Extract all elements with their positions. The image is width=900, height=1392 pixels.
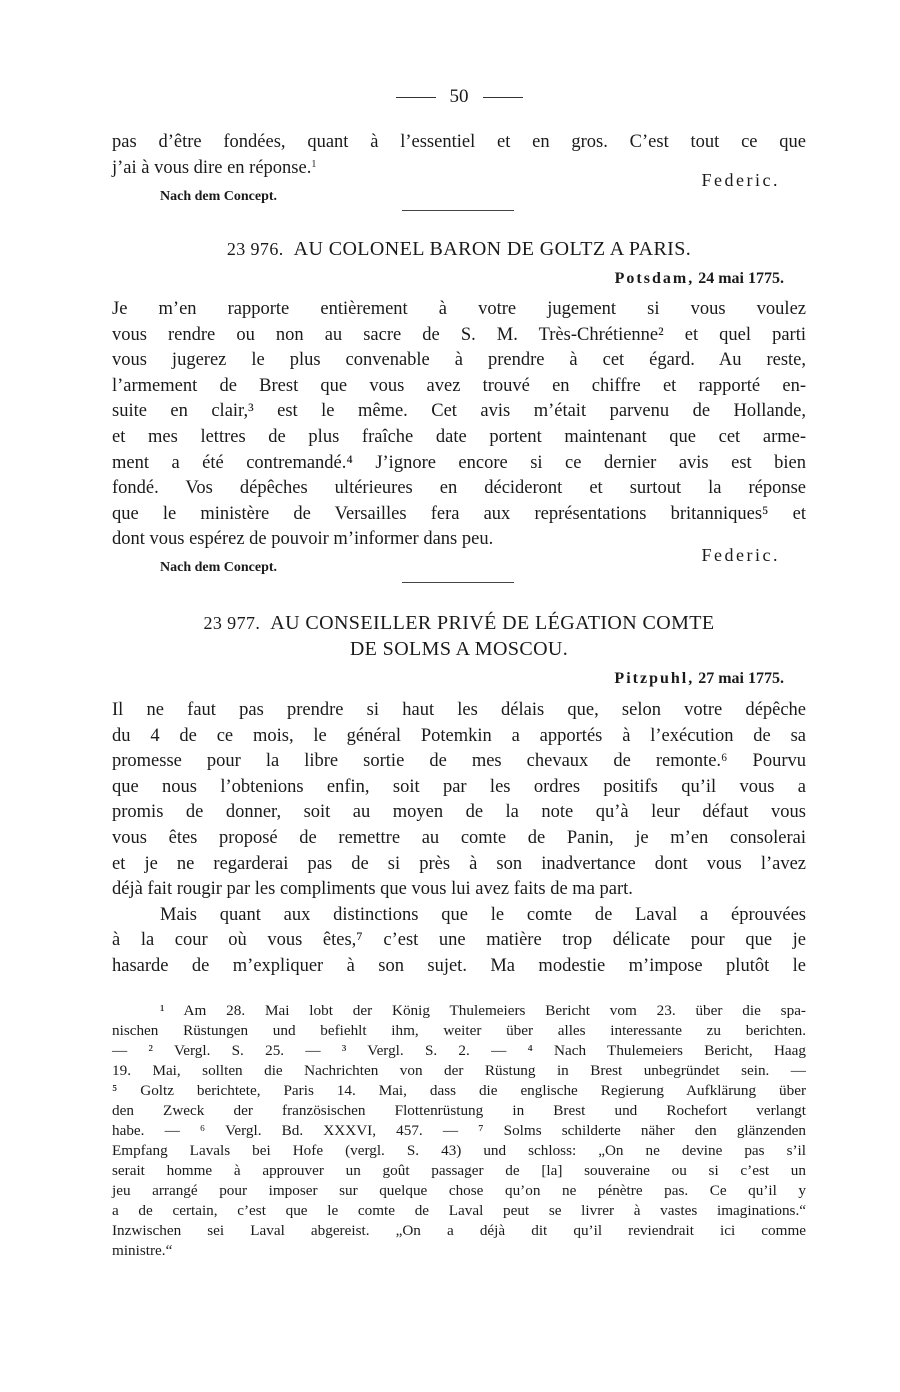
body-line: hasarde de m’expliquer à son sujet. Ma modestie m’impose plutôt le	[112, 955, 806, 976]
body-line: dont vous espérez de pouvoir m’informer dans peu.	[112, 529, 494, 550]
body-line: Il ne faut pas prendre si haut les délais que, selon votre dépêche	[112, 700, 806, 720]
body-line: fondé. Vos dépêches ultérieures en décideront et surtout la réponse	[112, 478, 806, 499]
footnote-line: 19. Mai, sollten die Nachrichten von der Rüstung in Brest unbegründet sein. —	[112, 1062, 806, 1079]
body-line: et je ne regarderai pas de si près à son inadvertance dont vous l’avez	[112, 853, 806, 874]
footnote-line: Inzwischen sei Laval abgereist. „On a déjà dit qu’il reviendrait ici comme	[112, 1222, 806, 1239]
page-number	[112, 86, 806, 108]
page-number-value: 50	[449, 86, 469, 107]
body-line: promesse pour la libre sortie de mes chevaux de remonte.⁶ Pourvu	[112, 751, 806, 772]
footnote-line: serait homme à approuver un goût passager de [la] souveraine ou si c’est un	[112, 1162, 806, 1179]
body-line: que le ministère de Versailles fera aux représentations britanniques⁵ et	[112, 503, 806, 524]
footnote-line: ¹ Am 28. Mai lobt der König Thulemeiers Bericht vom 23. über die spa-	[160, 1002, 806, 1019]
section-divider	[402, 582, 514, 583]
body-line: vous jugerez le plus convenable à prendre à cet égard. Au reste,	[112, 350, 806, 371]
footnote-line: nischen Rüstungen und befiehlt ihm, weiter über alles interessante zu berichten.	[112, 1022, 806, 1039]
body-line: vous rendre ou non au sacre de S. M. Très-Chrétienne² et quel parti	[112, 324, 806, 345]
letter-title: AU CONSEILLER PRIVÉ DE LÉGATION COMTE	[270, 612, 715, 634]
letter-heading	[112, 612, 806, 635]
place-date: Potsdam, 24 mai 1775.	[614, 270, 784, 287]
footnote-line: — ² Vergl. S. 25. — ³ Vergl. S. 2. — ⁴ Nach Thulemeiers Bericht, Haag	[112, 1042, 806, 1059]
body-line: promis de donner, soit au moyen de la note qu’à leur défaut vous	[112, 802, 806, 823]
letter-title: AU COLONEL BARON DE GOLTZ A PARIS.	[293, 238, 692, 260]
place-date: Pitzpuhl, 27 mai 1775.	[614, 670, 784, 687]
letter-number: 23 976.	[226, 239, 284, 259]
body-line: et mes lettres de plus fraîche date portent maintenant que cet arme-	[112, 426, 806, 447]
footnotes	[112, 1001, 806, 1261]
page-number-dash-left	[396, 97, 436, 98]
footnote-line: jeu arrangé pour imposer sur quelque chose qu’on ne pénètre pas. Ce qu’il y	[112, 1182, 806, 1199]
footnote-line: habe. — ⁶ Vergl. Bd. XXXVI, 457. — ⁷ Solms schilderte näher den glänzenden	[112, 1122, 806, 1139]
body-line: vous êtes proposé de remettre au comte de Panin, je m’en consolerai	[112, 827, 806, 848]
body-line: suite en clair,³ est le même. Cet avis m’était parvenu de Hollande,	[112, 401, 806, 422]
body-line: Je m’en rapporte entièrement à votre jugement si vous voulez	[112, 299, 806, 319]
letter-number: 23 977.	[203, 613, 261, 633]
body-line: pas d’être fondées, quant à l’essentiel et en gros. C’est tout ce que	[112, 132, 806, 152]
section-divider	[402, 210, 514, 211]
body-line: Mais quant aux distinctions que le comte de Laval a éprouvées	[160, 904, 806, 925]
body-line: à la cour où vous êtes,⁷ c’est une matière trop délicate pour que je	[112, 930, 806, 951]
footnote-line: ministre.“	[112, 1242, 173, 1259]
letter-body	[112, 297, 806, 553]
body-line: déjà fait rougir par les compliments que vous lui avez faits de ma part.	[112, 879, 633, 900]
letter-body	[112, 698, 806, 980]
body-line: j’ai à vous dire en réponse.$^1$	[112, 157, 317, 178]
letter-heading	[112, 238, 806, 261]
footnote-line: den Zweck der französischen Flottenrüstung in Brest und Rochefort verlangt	[112, 1102, 806, 1119]
source-note: Nach dem Concept.	[160, 560, 278, 575]
signature: Federic.	[701, 545, 780, 565]
body-line: du 4 de ce mois, le général Potemkin a apportés à l’exécution de sa	[112, 725, 806, 746]
source-note: Nach dem Concept.	[160, 189, 278, 204]
footnote-line: a de certain, c’est que le comte de Laval peut se livrer à vastes imaginations.“	[112, 1202, 806, 1219]
footnote-line: ⁵ Goltz berichtete, Paris 14. Mai, dass die englische Regierung Aufklärung über	[112, 1082, 806, 1099]
letter-title-continued: DE SOLMS A MOSCOU.	[349, 638, 569, 660]
body-line: l’armement de Brest que vous avez trouvé en chiffre et rapporté en-	[112, 375, 806, 396]
page-number-dash-right	[483, 97, 523, 98]
body-line: ment a été contremandé.⁴ J’ignore encore si ce dernier avis est bien	[112, 452, 806, 473]
body-line: que nous l’obtenions enfin, soit par les ordres positifs qu’il vous a	[112, 776, 806, 797]
signature: Federic.	[701, 170, 780, 190]
footnote-line: Empfang Lavals bei Hofe (vergl. S. 43) und schloss: „On ne devine pas s’il	[112, 1142, 806, 1159]
